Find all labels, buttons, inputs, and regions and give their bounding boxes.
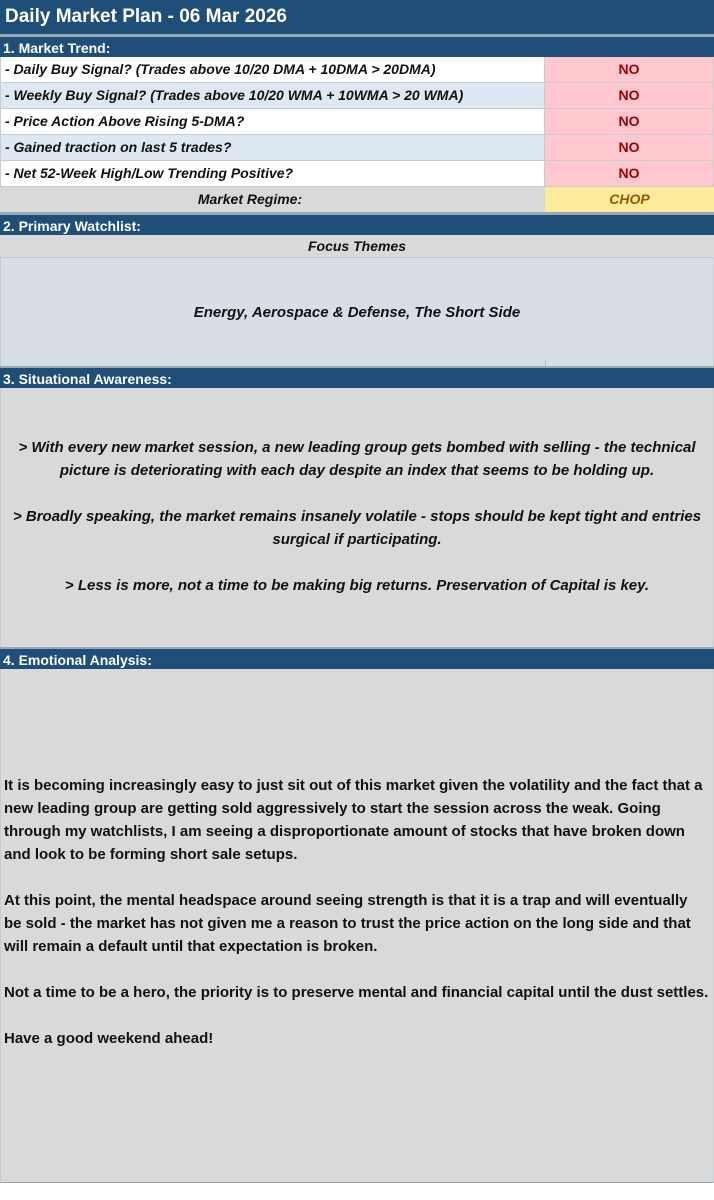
trend-row-value: NO: [545, 57, 714, 82]
focus-themes-cell: [0, 258, 714, 366]
trend-row-label: - Daily Buy Signal? (Trades above 10/20 DMA + 10DMA > 20DMA): [0, 57, 545, 82]
awareness-paragraph: > With every new market session, a new leading group gets bombed with selling - the technical picture is deteriorating with each day despite an index that seems to be holding up.: [18, 439, 696, 479]
section-header-watchlist: 2. Primary Watchlist:: [0, 213, 714, 235]
emotional-paragraph: Not a time to be a hero, the priority is to preserve mental and financial capital until the dust settles.: [4, 984, 709, 1001]
trend-row: [0, 161, 714, 187]
trend-row-label: - Weekly Buy Signal? (Trades above 10/20 WMA + 10WMA > 20 WMA): [0, 83, 545, 108]
emotional-paragraph: Have a good weekend ahead!: [4, 1030, 214, 1047]
trend-row-label: - Price Action Above Rising 5-DMA?: [0, 109, 545, 134]
page-title: Daily Market Plan - 06 Mar 2026: [0, 0, 714, 35]
awareness-paragraph: > Less is more, not a time to be making big returns. Preservation of Capital is key.: [64, 577, 650, 594]
section-header-market-trend: 1. Market Trend:: [0, 35, 714, 57]
market-regime-label: Market Regime:: [0, 187, 545, 212]
market-regime-row: [0, 187, 714, 213]
trend-row: [0, 109, 714, 135]
trend-row-label: - Gained traction on last 5 trades?: [0, 135, 545, 160]
cell-divider: [545, 360, 546, 366]
section-header-emotional: 4. Emotional Analysis:: [0, 647, 714, 669]
focus-themes-label: Focus Themes: [0, 235, 714, 258]
trend-row: [0, 57, 714, 83]
awareness-cell: [0, 388, 714, 647]
emotional-paragraph: It is becoming increasingly easy to just sit out of this market given the volatility and the fact that a new leading group are getting sold aggressively to start the session across the weak. Going through my watchlists, I am seeing a disproportionate amount of stocks that have broken down and look to be forming short sale setups.: [4, 777, 703, 863]
emotional-analysis-cell: [0, 669, 714, 1183]
market-regime-value: CHOP: [545, 187, 714, 212]
emotional-paragraph: At this point, the mental headspace around seeing strength is that it is a trap and will eventually be sold - the market has not given me a reason to trust the price action on the long side and that will remain a default until that expectation is broken.: [4, 892, 691, 955]
trend-row-label: - Net 52-Week High/Low Trending Positive?: [0, 161, 545, 186]
trend-row: [0, 135, 714, 161]
section-header-awareness: 3. Situational Awareness:: [0, 366, 714, 388]
trend-row-value: NO: [545, 83, 714, 108]
focus-themes-value: Energy, Aerospace & Defense, The Short Side: [193, 303, 521, 321]
awareness-paragraph: > Broadly speaking, the market remains insanely volatile - stops should be kept tight and entries surgical if participating.: [12, 508, 702, 548]
trend-row-value: NO: [545, 161, 714, 186]
trend-row-value: NO: [545, 135, 714, 160]
trend-row-value: NO: [545, 109, 714, 134]
trend-row: [0, 83, 714, 109]
